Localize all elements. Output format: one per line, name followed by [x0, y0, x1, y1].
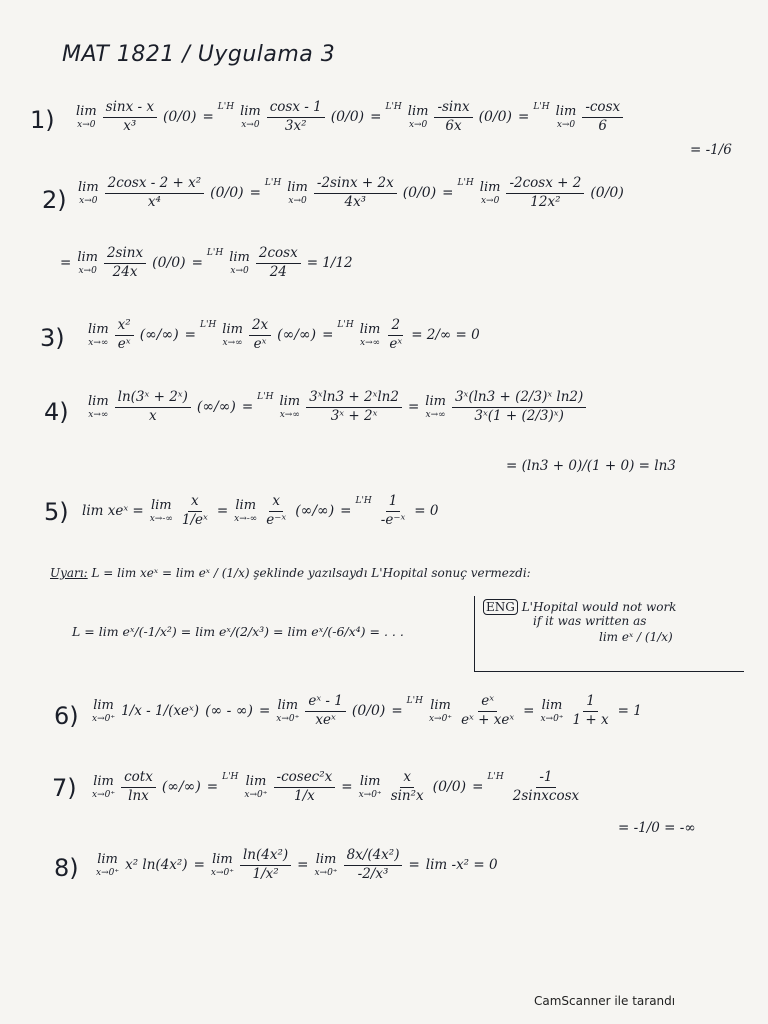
problem-7-result: = -1/0 = -∞: [618, 820, 696, 836]
problem-4: lim x→∞ $\frac{\text{ln(3ˣ + 2ˣ)}}{x}$ (∞/∞) = L'H lim x→∞ $\frac{\text{3ˣln3 + 2ˣln2}}{\text{3ˣ + 2ˣ}}$ = lim x→∞ $\frac{\text{3ˣ(ln3 + (2/3)ˣ ln2)}}{\text{3ˣ(1 + (2/3)ˣ)}}$: [88, 390, 586, 424]
lhopital-mark: L'H: [217, 102, 235, 113]
problem-1-number: 1): [30, 106, 55, 134]
problem-7: lim x→0⁺ $\frac{\cot x}{\ln x}$ (∞/∞) = L'H lim x→0⁺ $\frac{\text{-cosec²x}}{1/x}$ = lim x→0⁺ $\frac{x}{\text{sin²x}}$ (0/0) = L'H $\frac{-1}{\text{2sinxcosx}}$: [92, 769, 580, 804]
problem-3-number: 3): [40, 324, 65, 352]
warning-label: Uyarı:: [50, 566, 88, 580]
problem-7-number: 7): [52, 774, 77, 802]
fraction: $\frac{\sin x - x}{\text{x³}}$: [103, 100, 157, 134]
eng-tag: ENG: [483, 599, 518, 615]
problem-8: lim x→0⁺ x² ln(4x²) = lim x→0⁺ $\frac{\text{ln(4x²)}}{\text{1/x²}}$ = lim x→0⁺ $\frac{\text{8x/(4x²)}}{\text{-2/x³}}$ = lim -x² = 0: [96, 847, 498, 882]
problem-5-number: 5): [44, 498, 69, 526]
warning-text: L = lim xeˣ = lim eˣ / (1/x) şeklinde yazılsaydı L'Hopital sonuç vermezdi:: [91, 566, 531, 580]
eng-text-1: L'Hopital would not work: [521, 600, 677, 614]
eng-text-2: if it was written as: [533, 614, 647, 628]
problem-6: lim x→0⁺ 1/x - 1/(xeˣ) (∞ - ∞) = lim x→0⁺ $\frac{\text{eˣ - 1}}{\text{xeˣ}}$ (0/0) = L'H lim x→0⁺ $\frac{\text{eˣ}}{\text{eˣ + xeˣ}}$ = lim x→0⁺ $\frac{1}{1 + x}$ = 1: [92, 693, 642, 728]
problem-1: lim x→0 $\frac{\sin x - x}{\text{x³}}$ (0/0) = L'H lim x→0 $\frac{\cos x - 1}{\text{3x²}}$ (0/0) = L'H lim x→0 $\frac{-\sin x}{6x}$ (0/0) = L'H lim x→0 $\frac{-\cos x}{6}$: [76, 100, 623, 134]
problem-1-result: = -1/6: [690, 142, 732, 158]
eng-expr: lim eˣ / (1/x): [599, 630, 673, 644]
problem-2: lim x→0 $\frac{\text{2cosx - 2 + x²}}{\text{x⁴}}$ (0/0) = L'H lim x→0 $\frac{-2\sin x + 2x}{\text{4x³}}$ (0/0) = L'H lim x→0 $\frac{-2\cos x + 2}{\text{12x²}}$ (0/0): [78, 175, 624, 210]
problem-6-number: 6): [54, 702, 79, 730]
warning-derivation: L = lim eˣ/(-1/x²) = lim eˣ/(2/x³) = lim eˣ/(-6/x⁴) = . . .: [72, 624, 404, 639]
warning-note: [50, 566, 740, 580]
indeterminate-form: (0/0): [162, 109, 197, 126]
problem-2-number: 2): [42, 186, 67, 214]
problem-5: lim xeˣ = lim x→-∞ $\frac{x}{\text{1/eˣ}}$ = lim x→-∞ $\frac{x}{\text{e⁻ˣ}}$ (∞/∞) = L'H $\frac{1}{\text{-e⁻ˣ}}$ = 0: [82, 493, 439, 528]
problem-2-continued: = lim x→0 $\frac{2\sin x}{24x}$ (0/0) = L'H lim x→0 $\frac{2\cos x}{24}$ = 1/12: [60, 245, 353, 280]
page-title: MAT 1821 / Uygulama 3: [62, 42, 336, 67]
problem-4-result: = (ln3 + 0)/(1 + 0) = ln3: [506, 458, 676, 474]
problem-3: lim x→∞ $\frac{\text{x²}}{\text{eˣ}}$ (∞/∞) = L'H lim x→∞ $\frac{2x}{\text{eˣ}}$ (∞/∞) = L'H lim x→∞ $\frac{2}{\text{eˣ}}$ = 2/∞ = 0: [88, 317, 480, 352]
limit-operator: lim x→0: [76, 103, 97, 130]
problem-4-number: 4): [44, 398, 69, 426]
problem-8-number: 8): [54, 854, 79, 882]
scanner-footer: CamScanner ile tarandı: [534, 994, 676, 1008]
english-note-box: [474, 596, 744, 672]
